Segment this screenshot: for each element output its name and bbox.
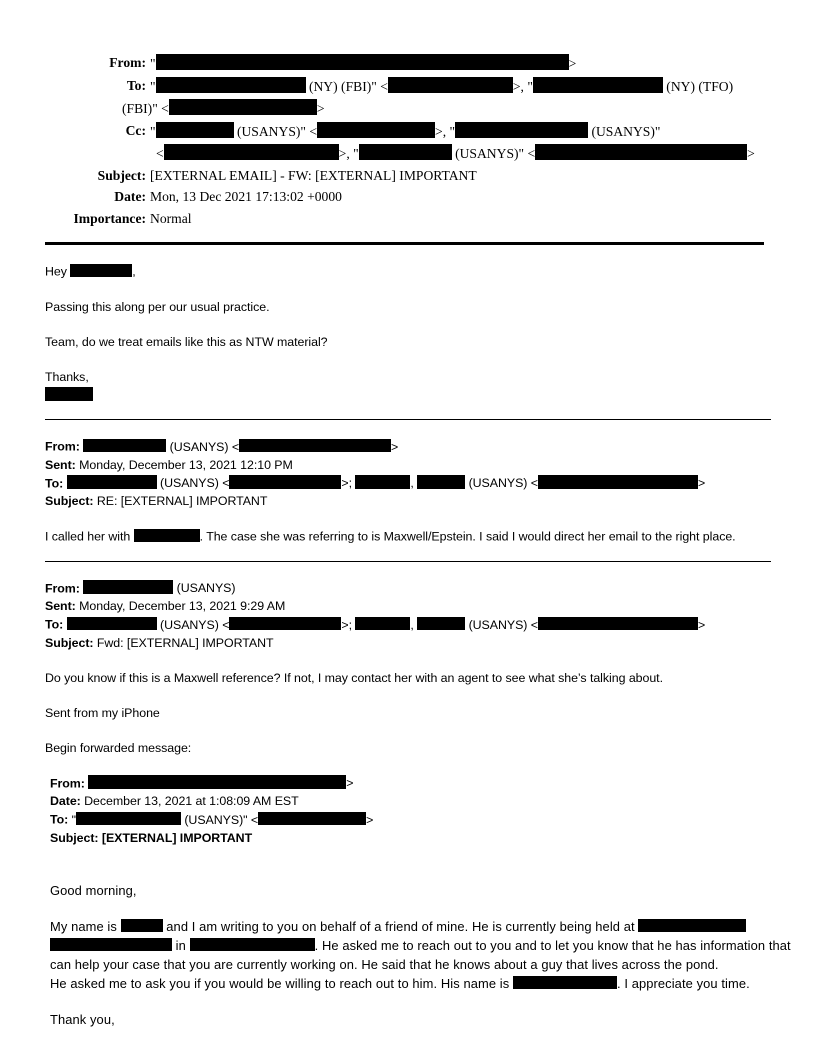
paragraph: [50, 1010, 770, 1029]
meta-row: [50, 792, 770, 810]
meta-value: [72, 813, 374, 827]
meta-row: [45, 474, 770, 493]
meta-value: [79, 599, 285, 613]
redaction-bar: [355, 475, 410, 489]
text-run: December 13, 2021 at 1:08:09 AM EST: [84, 794, 299, 808]
text-run: Good morning,: [50, 882, 137, 898]
redaction-bar: [513, 976, 617, 990]
meta-label: Subject:: [45, 635, 94, 650]
redaction-bar: [156, 54, 569, 70]
header-value: [150, 186, 342, 208]
redaction-bar: [156, 77, 306, 93]
paragraph: [45, 262, 767, 281]
redaction-bar: [455, 122, 588, 138]
redaction-bar: [164, 144, 339, 160]
meta-value: [97, 494, 267, 508]
header-row: [45, 142, 770, 165]
header-row: [45, 165, 770, 187]
meta-row: [50, 810, 770, 829]
text-run: ": [71, 812, 76, 827]
redaction-bar: [190, 938, 315, 952]
meta-label: To:: [45, 476, 64, 490]
header-label: Date:: [114, 189, 146, 204]
text-run: He asked me to ask you if you would be willing to reach out to him. His name is: [50, 975, 513, 991]
header-label: [45, 142, 146, 165]
meta-value: [79, 458, 293, 472]
redaction-bar: [83, 439, 166, 453]
header-value: [150, 75, 733, 98]
text-run: (FBI)" <: [122, 101, 169, 116]
paragraph: [45, 669, 767, 687]
header-label: To:: [126, 77, 146, 93]
text-run: (NY) (TFO): [662, 78, 734, 94]
meta-value: [67, 476, 706, 490]
text-run: (USANYS): [173, 581, 236, 595]
text-run: ,: [410, 617, 418, 632]
paragraph: [45, 368, 767, 405]
redaction-bar: [88, 775, 346, 789]
header-row: [45, 97, 770, 120]
header-value: [150, 120, 660, 143]
text-run: Sent from my iPhone: [45, 705, 160, 720]
header-label: Subject:: [97, 167, 146, 183]
header-row: [45, 186, 770, 208]
quoted-message-separator: [45, 419, 771, 420]
text-run: ": [150, 56, 156, 71]
meta-value: [83, 581, 235, 595]
paragraph: [50, 917, 791, 993]
meta-row: [45, 615, 770, 634]
quoted-email-header: [45, 437, 770, 510]
redaction-bar: [258, 812, 366, 826]
paragraph: [45, 333, 767, 351]
text-run: in: [172, 937, 190, 953]
text-run: (USANYS) <: [156, 476, 230, 490]
text-run: (USANYS) <: [156, 617, 230, 632]
paragraph-line: [50, 974, 770, 993]
text-run: >: [316, 101, 325, 116]
redaction-bar: [533, 77, 663, 93]
text-run: (USANYS)": [588, 123, 661, 139]
text-run: I called her with: [45, 529, 134, 544]
text-run: ": [150, 78, 156, 94]
text-run: Begin forwarded message:: [45, 740, 192, 755]
quoted-message-separator: [45, 561, 771, 562]
redaction-bar: [239, 439, 391, 453]
redaction-bar: [638, 919, 746, 933]
redaction-bar: [45, 387, 93, 401]
email-body: [45, 262, 791, 1029]
meta-row: [45, 492, 770, 510]
text-run: (USANYS)" <: [233, 123, 318, 139]
meta-value: [84, 794, 299, 808]
header-row: [45, 75, 770, 98]
text-run: ,: [410, 476, 418, 490]
quoted-email-header: [45, 579, 770, 652]
meta-row: [50, 829, 770, 847]
text-run: Monday, December 13, 2021 9:29 AM: [79, 599, 286, 613]
paragraph-line: [50, 936, 791, 955]
text-run: (USANYS) <: [465, 617, 538, 632]
redaction-bar: [417, 617, 465, 631]
meta-row: [45, 456, 770, 474]
redaction-bar: [538, 617, 698, 631]
redaction-bar: [121, 919, 163, 933]
header-row: [45, 120, 770, 143]
text-run: (USANYS)" <: [180, 812, 259, 827]
meta-label: Sent:: [45, 457, 76, 472]
meta-label: Subject:: [45, 494, 94, 508]
meta-label: Sent:: [45, 599, 76, 613]
text-run: >: [747, 146, 755, 161]
header-value: [156, 142, 755, 165]
meta-row: [45, 437, 770, 456]
paragraph: [45, 298, 767, 316]
text-run: >: [366, 812, 374, 827]
meta-label: From:: [50, 776, 85, 790]
header-label: From:: [109, 55, 146, 70]
text-run: >: [346, 776, 354, 790]
text-run: >;: [341, 617, 356, 632]
header-label: Cc:: [125, 122, 146, 138]
redaction-bar: [417, 475, 465, 489]
header-value: [122, 97, 325, 120]
email-header: [45, 52, 770, 229]
redaction-bar: [67, 475, 157, 489]
text-run: >: [568, 56, 577, 71]
header-value: [150, 208, 192, 230]
text-run: Fwd: [EXTERNAL] IMPORTANT: [96, 635, 274, 650]
redaction-bar: [359, 144, 452, 160]
text-run: Thank you,: [50, 1011, 115, 1027]
meta-row: [50, 774, 770, 793]
text-run: . He asked me to reach out to you and to let you know that he has information that: [314, 937, 791, 953]
text-run: Thanks,: [45, 369, 89, 384]
text-run: My name is: [50, 918, 121, 934]
redaction-bar: [67, 617, 157, 631]
meta-value: [97, 636, 274, 650]
meta-row: [45, 597, 770, 615]
redaction-bar: [229, 475, 341, 489]
text-run: (USANYS) <: [166, 439, 240, 454]
header-row: [45, 208, 770, 230]
meta-label: Subject:: [50, 830, 99, 845]
meta-value: [83, 440, 398, 454]
paragraph: [45, 739, 767, 757]
text-run: . The case she was referring to is Maxwell/Epstein. I said I would direct her email to the right place.: [199, 529, 736, 544]
text-run: [EXTERNAL] IMPORTANT: [101, 830, 253, 845]
header-value: [150, 52, 576, 75]
meta-row: [45, 634, 770, 652]
text-run: >: [391, 439, 399, 454]
redaction-bar: [156, 122, 234, 138]
paragraph-line: [50, 917, 770, 936]
header-separator: [45, 242, 764, 245]
redaction-bar: [134, 529, 200, 543]
redaction-bar: [317, 122, 435, 138]
text-run: Do you know if this is a Maxwell reference? If not, I may contact her with an agent to see what she’s talking about.: [45, 670, 663, 685]
redaction-bar: [50, 938, 172, 952]
text-run: Normal: [150, 210, 192, 226]
text-run: >: [697, 476, 706, 490]
meta-value: [67, 618, 706, 632]
redaction-bar: [229, 617, 341, 631]
text-run: can help your case that you are currently working on. He said that he knows about a guy that lives across the pond.: [50, 956, 719, 972]
meta-label: From:: [45, 581, 80, 595]
text-run: <: [156, 146, 164, 161]
text-run: >: [697, 617, 706, 632]
header-value: [150, 165, 477, 187]
paragraph: [45, 527, 767, 546]
paragraph: [50, 881, 770, 900]
text-run: >, ": [338, 146, 359, 161]
text-run: Mon, 13 Dec 2021 17:13:02 +0000: [150, 189, 342, 204]
text-run: ": [150, 123, 156, 139]
text-run: . I appreciate you time.: [616, 975, 750, 991]
redaction-bar: [355, 617, 410, 631]
text-run: RE: [EXTERNAL] IMPORTANT: [96, 494, 268, 508]
meta-label: From:: [45, 439, 80, 454]
paragraph-line: [45, 368, 767, 386]
text-run: (USANYS) <: [465, 476, 538, 490]
meta-value: [102, 831, 252, 845]
meta-label: To:: [45, 617, 64, 632]
paragraph-line: [45, 386, 767, 405]
text-run: >, ": [435, 123, 456, 139]
header-label: Importance:: [73, 210, 146, 226]
text-run: >, ": [512, 78, 533, 94]
text-run: [EXTERNAL EMAIL] - FW: [EXTERNAL] IMPORTANT: [150, 167, 477, 183]
redaction-bar: [538, 475, 698, 489]
text-run: >;: [341, 476, 356, 490]
text-run: Hey: [45, 264, 71, 279]
redaction-bar: [76, 812, 181, 826]
text-run: Passing this along per our usual practice.: [45, 299, 270, 314]
redaction-bar: [388, 77, 513, 93]
text-run: Team, do we treat emails like this as NTW material?: [45, 334, 328, 349]
text-run: (NY) (FBI)" <: [305, 78, 388, 94]
text-run: and I am writing to you on behalf of a friend of mine. He is currently being held at: [162, 918, 639, 934]
header-row: [45, 52, 770, 75]
meta-label: To:: [50, 812, 69, 827]
redaction-bar: [70, 264, 132, 278]
quoted-email-header: [50, 774, 770, 847]
text-run: Monday, December 13, 2021 12:10 PM: [79, 457, 293, 472]
meta-row: [45, 579, 770, 598]
text-run: ,: [132, 264, 136, 279]
paragraph: [45, 704, 767, 722]
meta-label: Date:: [50, 794, 81, 808]
redaction-bar: [169, 99, 317, 115]
paragraph-line: [50, 955, 770, 974]
redaction-bar: [535, 144, 747, 160]
redaction-bar: [83, 580, 173, 594]
text-run: (USANYS)" <: [451, 146, 536, 161]
meta-value: [88, 776, 353, 790]
